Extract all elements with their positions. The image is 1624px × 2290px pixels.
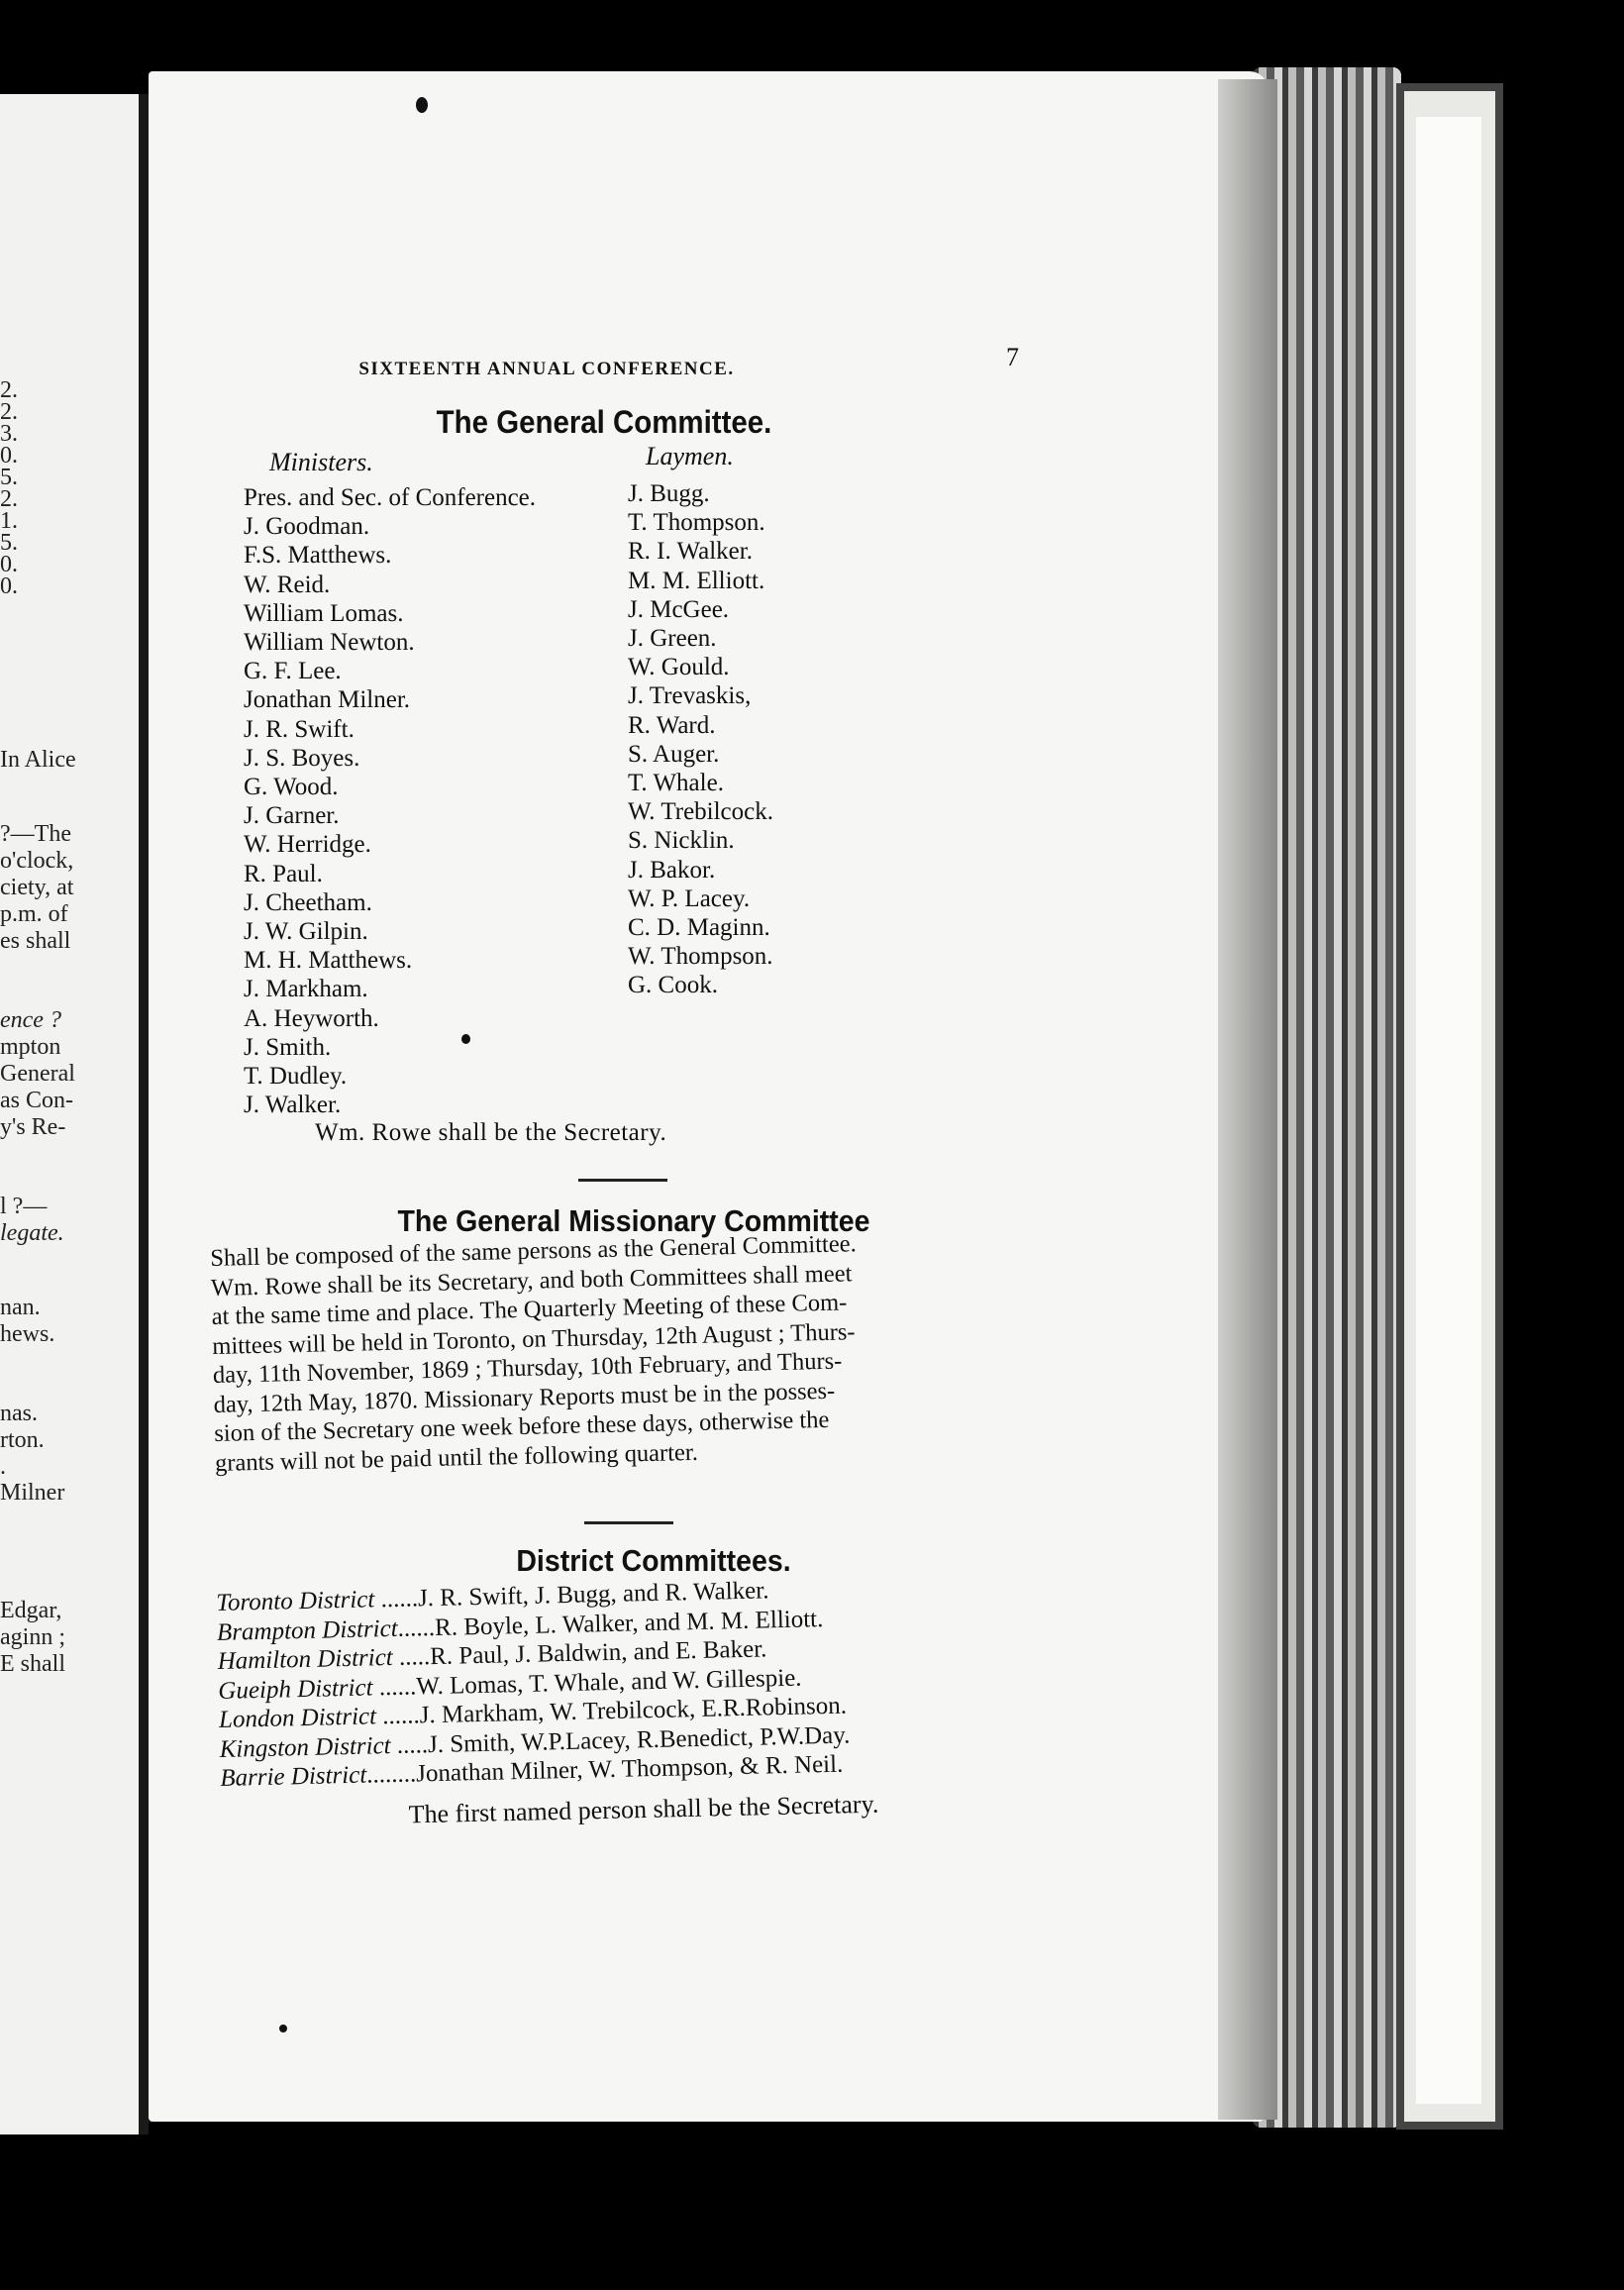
district-footnote: The first named person shall be the Secretary. <box>408 1789 879 1829</box>
left-page-fragment: 2. <box>0 377 18 403</box>
left-page-fragment: 0. <box>0 443 18 468</box>
minister-name: M. H. Matthews. <box>244 947 413 975</box>
left-page-fragment: nan. <box>0 1295 41 1320</box>
layman-name: J. Trevaskis, <box>628 682 752 710</box>
minister-name: J. Goodman. <box>244 513 370 541</box>
layman-name: G. Cook. <box>628 972 718 999</box>
left-page-fragment: o'clock, <box>0 848 74 874</box>
district-members: J. Markham, W. Trebilcock, E.R.Robinson. <box>419 1692 848 1729</box>
paragraph-line: sion of the Secretary one week before these days, otherwise the <box>214 1405 830 1447</box>
minister-name: Jonathan Milner. <box>244 686 411 714</box>
left-facing-page <box>0 94 149 2134</box>
section-divider <box>584 1521 673 1524</box>
layman-name: J. Bugg. <box>628 480 710 507</box>
layman-name: C. D. Maginn. <box>628 914 770 942</box>
left-page-fragment: rton. <box>0 1427 45 1453</box>
minister-name: W. Reid. <box>244 571 331 598</box>
page-gutter-shadow <box>1218 79 1277 2120</box>
layman-name: J. Bakor. <box>628 856 716 884</box>
left-page-fragment: p.m. of <box>0 901 68 927</box>
district-name: London District <box>218 1703 377 1733</box>
minister-name: J. S. Boyes. <box>244 744 360 772</box>
paragraph-line: grants will not be paid until the following quarter. <box>214 1438 699 1477</box>
left-page-fragment: ciety, at <box>0 875 74 900</box>
layman-name: R. Ward. <box>628 711 716 739</box>
left-page-fragment: 2. <box>0 399 18 425</box>
district-members: R. Boyle, L. Walker, and M. M. Elliott. <box>434 1605 824 1641</box>
cover-endpaper <box>1416 117 1481 2104</box>
district-name: Hamilton District <box>217 1643 394 1675</box>
left-page-fragment: aginn ; <box>0 1624 65 1650</box>
left-page-fragment: mpton <box>0 1034 61 1060</box>
minister-name: G. Wood. <box>244 774 339 801</box>
layman-name: J. Green. <box>628 625 717 653</box>
layman-name: S. Auger. <box>628 740 720 768</box>
left-page-fragment: 5. <box>0 465 18 490</box>
district-leader-dots: ...... <box>373 1585 419 1613</box>
left-page-fragment: as Con- <box>0 1088 73 1113</box>
scan-speck <box>461 1034 470 1044</box>
district-leader-dots: ...... <box>375 1702 421 1730</box>
district-leader-dots: ........ <box>365 1760 417 1789</box>
left-page-fragment: ?—The <box>0 821 71 847</box>
minister-name: G. F. Lee. <box>244 658 342 685</box>
district-members: Jonathan Milner, W. Thompson, & R. Neil. <box>415 1750 844 1788</box>
district-committees-list <box>216 1569 1091 1793</box>
secretary-note: Wm. Rowe shall be the Secretary. <box>315 1119 667 1146</box>
ministers-heading: Ministers. <box>269 448 373 476</box>
left-page-fragment: l ?— <box>0 1194 48 1219</box>
scan-speck <box>416 97 428 113</box>
missionary-committee-title: The General Missionary Committee <box>397 1203 870 1238</box>
general-committee-title: The General Committee. <box>436 404 772 440</box>
left-page-fragment: hews. <box>0 1321 55 1347</box>
page-number: 7 <box>1006 343 1019 371</box>
district-leader-dots: ...... <box>372 1672 417 1701</box>
minister-name: J. Cheetham. <box>244 888 372 916</box>
layman-name: J. McGee. <box>628 595 730 623</box>
district-name: Brampton District <box>216 1614 398 1646</box>
minister-name: T. Dudley. <box>244 1063 348 1091</box>
ministers-list <box>244 483 536 1119</box>
left-page-fragment: 1. <box>0 508 18 534</box>
minister-name: William Lomas. <box>244 599 404 627</box>
district-name: Toronto District <box>216 1586 375 1616</box>
left-page-fragment: y's Re- <box>0 1114 66 1140</box>
minister-name: Pres. and Sec. of Conference. <box>244 484 537 511</box>
book-cover-board <box>1396 83 1503 2130</box>
left-page-fragment: Milner <box>0 1480 65 1506</box>
layman-name: W. Gould. <box>628 654 730 681</box>
paragraph-line: at the same time and place. The Quarterly Meeting of these Com- <box>211 1289 848 1330</box>
minister-name: J. Smith. <box>244 1033 332 1061</box>
district-leader-dots: ...... <box>397 1613 436 1642</box>
layman-name: S. Nicklin. <box>628 827 735 855</box>
left-page-fragment: In Alice <box>0 747 76 773</box>
layman-name: R. I. Walker. <box>628 538 753 566</box>
district-committees-title: District Committees. <box>516 1543 791 1578</box>
left-page-fragment: 3. <box>0 421 18 447</box>
district-leader-dots: ..... <box>392 1643 431 1671</box>
district-name: Gueiph District <box>218 1673 373 1705</box>
layman-name: M. M. Elliott. <box>628 567 765 594</box>
minister-name: R. Paul. <box>244 860 323 887</box>
district-members: W. Lomas, T. Whale, and W. Gillespie. <box>415 1664 802 1700</box>
layman-name: W. Thompson. <box>628 943 773 971</box>
left-page-fragment: 5. <box>0 530 18 556</box>
district-name: Barrie District <box>220 1761 367 1792</box>
minister-name: F.S. Matthews. <box>244 542 392 570</box>
layman-name: W. Trebilcock. <box>628 798 773 826</box>
minister-name: J. W. Gilpin. <box>244 918 368 946</box>
paragraph-line: day, 12th May, 1870. Missionary Reports must be in the posses- <box>213 1377 836 1418</box>
district-leader-dots: ..... <box>390 1730 429 1759</box>
left-page-fragment: 0. <box>0 573 18 599</box>
left-page-fragment: 0. <box>0 552 18 577</box>
minister-name: A. Heyworth. <box>244 1004 379 1032</box>
minister-name: William Newton. <box>244 629 415 657</box>
left-page-fragment: E shall <box>0 1651 65 1677</box>
minister-name: J. Markham. <box>244 976 368 1003</box>
left-page-fragment: es shall <box>0 928 71 954</box>
layman-name: W. P. Lacey. <box>628 885 751 912</box>
scan-speck <box>279 2025 287 2032</box>
district-members: J. Smith, W.P.Lacey, R.Benedict, P.W.Day. <box>427 1721 851 1758</box>
minister-name: J. R. Swift. <box>244 715 355 743</box>
paragraph-line: Wm. Rowe shall be its Secretary, and both Committees shall meet <box>210 1259 853 1301</box>
paragraph-line: Shall be composed of the same persons as the General Committee. <box>210 1230 857 1272</box>
district-members: R. Paul, J. Baldwin, and E. Baker. <box>429 1635 767 1671</box>
minister-name: J. Walker. <box>244 1092 342 1119</box>
minister-name: J. Garner. <box>244 802 340 830</box>
layman-name: T. Thompson. <box>628 509 765 537</box>
left-page-fragment: . <box>0 1454 6 1480</box>
laymen-heading: Laymen. <box>646 442 734 470</box>
paragraph-line: mittees will be held in Toronto, on Thursday, 12th August ; Thurs- <box>212 1317 856 1360</box>
left-page-fragment: nas. <box>0 1401 38 1426</box>
minister-name: W. Herridge. <box>244 831 371 859</box>
missionary-committee-paragraph <box>210 1225 1057 1478</box>
running-title: SIXTEENTH ANNUAL CONFERENCE. <box>358 359 735 379</box>
laymen-list <box>628 479 773 1000</box>
left-page-fragment: legate. <box>0 1220 64 1246</box>
section-divider <box>578 1179 667 1182</box>
left-page-fragment: 2. <box>0 486 18 512</box>
district-members: J. R. Swift, J. Bugg, and R. Walker. <box>417 1577 769 1613</box>
layman-name: T. Whale. <box>628 770 724 797</box>
left-page-fragment: ence ? <box>0 1007 61 1033</box>
district-name: Kingston District <box>219 1731 391 1763</box>
paragraph-line: day, 11th November, 1869 ; Thursday, 10th February, and Thurs- <box>212 1347 843 1389</box>
left-page-fragment: Edgar, <box>0 1598 62 1623</box>
left-page-fragment: General <box>0 1061 75 1087</box>
